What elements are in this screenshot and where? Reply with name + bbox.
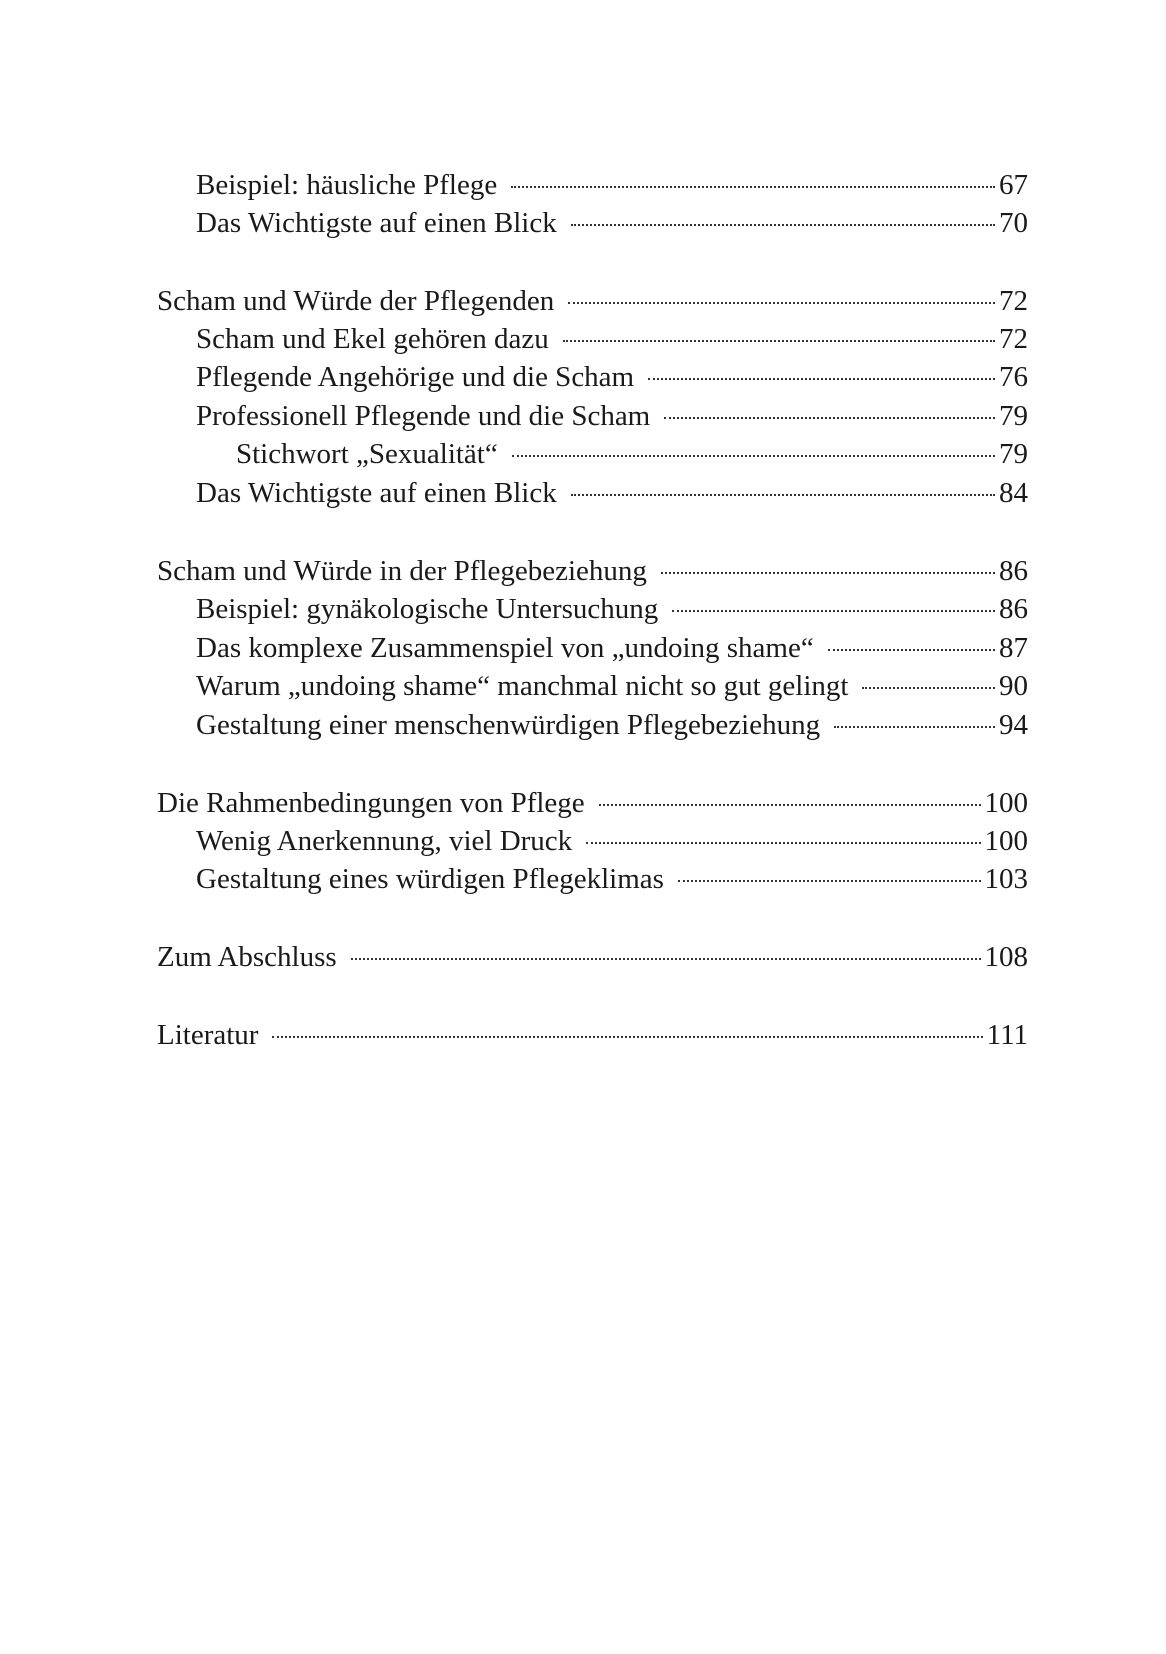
toc-entry-page: 111	[986, 1019, 1028, 1051]
toc-entry-menschenwuerdige-pflegebeziehung[interactable]	[196, 706, 1028, 744]
toc-entry-page: 84	[999, 477, 1028, 509]
toc-entry-page: 72	[999, 323, 1028, 355]
toc-entry-page: 94	[999, 709, 1028, 741]
toc-entry-page: 108	[984, 941, 1028, 973]
toc-entry-page: 86	[999, 555, 1028, 587]
toc-entry-page: 103	[984, 863, 1028, 895]
toc-entry-komplexe-zusammenspiel[interactable]	[196, 629, 1028, 667]
toc-entry-page: 70	[999, 207, 1028, 239]
toc-entry-page: 76	[999, 361, 1028, 393]
toc-entry-page: 100	[984, 825, 1028, 857]
dot-leader	[568, 302, 995, 304]
toc-entry-page: 90	[999, 670, 1028, 702]
dot-leader	[571, 494, 995, 496]
toc-entry-scham-ekel[interactable]	[196, 320, 1028, 358]
dot-leader	[664, 417, 995, 419]
toc-entry-warum-undoing-shame[interactable]	[196, 667, 1028, 705]
toc-entry-title: Zum Abschluss	[157, 941, 337, 973]
toc-entry-stichwort-sexualitaet[interactable]	[236, 435, 1028, 473]
toc-entry-title: Gestaltung einer menschenwürdigen Pflegebeziehung	[196, 709, 821, 741]
dot-leader	[511, 186, 995, 188]
toc-entry-page: 86	[999, 593, 1028, 625]
toc-entry-wuerdiges-pflegeklima[interactable]	[196, 860, 1028, 898]
toc-entry-title: Beispiel: gynäkologische Untersuchung	[196, 593, 659, 625]
toc-entry-title: Literatur	[157, 1019, 259, 1051]
dot-leader	[351, 958, 981, 960]
dot-leader	[512, 455, 995, 457]
dot-leader	[648, 378, 995, 380]
toc-entry-title: Scham und Ekel gehören dazu	[196, 323, 549, 355]
toc-entry-beispiel-haeusliche-pflege[interactable]	[196, 166, 1028, 204]
toc-entry-page: 87	[999, 632, 1028, 664]
dot-leader	[586, 842, 980, 844]
toc-entry-wichtigste-1[interactable]	[196, 204, 1028, 242]
toc-entry-title: Das komplexe Zusammenspiel von „undoing shame“	[196, 632, 814, 664]
toc-entry-title: Stichwort „Sexualität“	[236, 438, 498, 470]
toc-entry-title: Scham und Würde der Pflegenden	[157, 285, 555, 317]
dot-leader	[828, 649, 995, 651]
toc-entry-gynaekologische-untersuchung[interactable]	[196, 590, 1028, 628]
toc-entry-page: 100	[984, 787, 1028, 819]
toc-chapter-scham-wuerde-pflegenden[interactable]	[157, 282, 1028, 320]
dot-leader	[571, 224, 995, 226]
toc-entry-title: Scham und Würde in der Pflegebeziehung	[157, 555, 647, 587]
toc-entry-title: Professionell Pflegende und die Scham	[196, 400, 651, 432]
dot-leader	[678, 880, 981, 882]
toc-entry-title: Gestaltung eines würdigen Pflegeklimas	[196, 863, 664, 895]
toc-entry-title: Wenig Anerkennung, viel Druck	[196, 825, 573, 857]
toc-entry-pflegende-angehoerige[interactable]	[196, 358, 1028, 396]
toc-entry-page: 79	[999, 438, 1028, 470]
toc-entry-title: Das Wichtigste auf einen Blick	[196, 477, 557, 509]
dot-leader	[834, 726, 995, 728]
toc-entry-professionell-pflegende[interactable]	[196, 397, 1028, 435]
toc-entry-title: Die Rahmenbedingungen von Pflege	[157, 787, 585, 819]
toc-chapter-zum-abschluss[interactable]	[157, 938, 1028, 976]
dot-leader	[672, 610, 995, 612]
toc-entry-title: Das Wichtigste auf einen Blick	[196, 207, 557, 239]
dot-leader	[862, 687, 995, 689]
toc-entry-title: Warum „undoing shame“ manchmal nicht so gut gelingt	[196, 670, 849, 702]
toc-entry-page: 72	[999, 285, 1028, 317]
toc-entry-title: Beispiel: häusliche Pflege	[196, 169, 498, 201]
toc-chapter-literatur[interactable]	[157, 1016, 1028, 1054]
toc-entry-wenig-anerkennung[interactable]	[196, 822, 1028, 860]
toc-entry-page: 67	[999, 169, 1028, 201]
dot-leader	[661, 572, 995, 574]
dot-leader	[599, 804, 981, 806]
dot-leader	[272, 1036, 982, 1038]
toc-entry-wichtigste-2[interactable]	[196, 474, 1028, 512]
dot-leader	[563, 340, 995, 342]
toc-entry-title: Pflegende Angehörige und die Scham	[196, 361, 635, 393]
toc-entry-page: 79	[999, 400, 1028, 432]
toc-chapter-rahmenbedingungen[interactable]	[157, 784, 1028, 822]
toc-chapter-pflegebeziehung[interactable]	[157, 552, 1028, 590]
